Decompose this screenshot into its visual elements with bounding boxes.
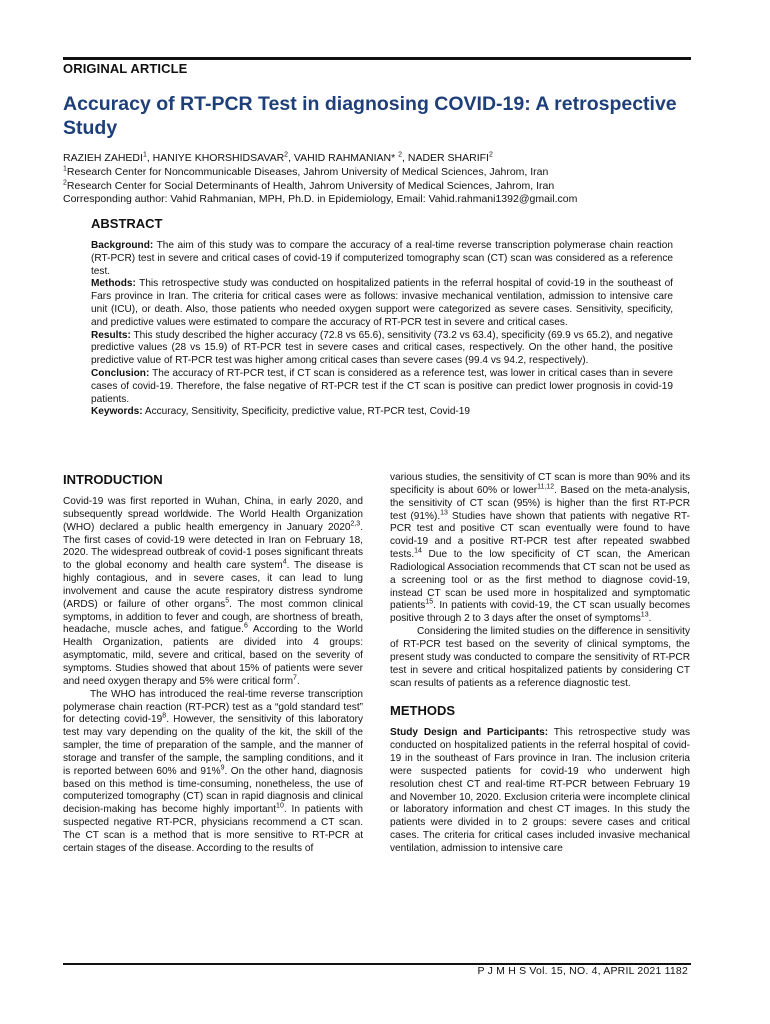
author-affiliation-mark: 2: [284, 151, 289, 159]
body-text: This retrospective study was conducted on hospitalized patients in the referral hospital of covid-19 in the southeast of Fars province in Iran. The inclusion criteria were suspected patients for covid-19 who underwent high resolution chest CT and real-time RT-PCR between February 19 and November 10, 2020. Exclusion criteria were incomplete clinical or laboratory information and chest CT images. In this study the patients were divided in to 2 groups: severe cases and critical cases. The criteria for critical cases included invasive mechanical ventilation, admission to intensive care: [390, 727, 690, 854]
abstract-text: The accuracy of RT-PCR test, if CT scan is considered as a reference test, was lower in critical cases than in severe cases of covid-19. Therefore, the false negative of RT-PCR test if the CT scan is positive can predict lower prognosis in covid-19 patients.: [91, 367, 673, 405]
affiliation-number: 2: [63, 179, 67, 187]
right-column: [390, 472, 690, 856]
body-text: various studies, the sensitivity of CT scan is more than 90% and its specificity is about 60% or lower: [390, 472, 690, 496]
citation: 7: [293, 674, 297, 682]
body-text: . Based on the meta-analysis, the sensitivity of CT scan (95%) is higher than the first RT-PCR test (91%).: [390, 484, 690, 522]
citation: 8: [162, 712, 167, 720]
methods-heading: METHODS: [390, 703, 455, 719]
journal-footer: P J M H S Vol. 15, NO. 4, APRIL 2021 1182: [477, 965, 688, 977]
abstract-conclusion: [91, 368, 673, 406]
affiliation-1: [63, 165, 703, 179]
abstract-methods: [91, 278, 673, 329]
abstract-label: Background:: [91, 240, 154, 251]
affiliation-number: 1: [63, 165, 67, 173]
abstract-text: This study described the higher accuracy (72.8 vs 65.6), sensitivity (73.2 vs 63.4), specificity (69.9 vs 65.2), and negative predictive values (28 vs 15.9) of RT-PCR test in severe cases and critical cases, respectively. On the other hand, the positive predictive value of RT-PCR test was higher among critical cases than severe cases (99.4 vs 94.2, respectively).: [91, 329, 673, 367]
abstract-label: Conclusion:: [91, 367, 150, 379]
body-text: The WHO has introduced the real-time reverse transcription polymerase chain reaction (RT-PCR) test as a “gold standard test” for detecting covid-19: [63, 688, 363, 726]
abstract-label: Results:: [91, 329, 131, 341]
body-text: . The disease is highly contagious, and in severe cases, it can lead to lung involvement and cause the acute respiratory distress syndrome (ARDS) or failure of other organs: [63, 560, 363, 610]
body-text: .: [648, 613, 652, 625]
body-text: . The first cases of covid-19 were detected in Iran on February 18, 2020. The widespread outbreak of covid-1 poses significant threats to the global economy and health care system: [63, 521, 363, 572]
subsection-label: Study Design and Participants:: [390, 727, 549, 739]
abstract-background: [91, 240, 673, 278]
abstract-keywords: [91, 406, 673, 419]
abstract-label: Keywords:: [91, 406, 143, 418]
author-name: RAZIEH ZAHEDI: [63, 152, 143, 164]
citation: 14: [414, 547, 422, 555]
citation: 9: [220, 764, 225, 772]
author-list: [63, 151, 703, 165]
citation: 10: [276, 802, 284, 810]
body-text: Due to the low specificity of CT scan, the American Radiological Association recommends that CT scan not be used as a screening tool or as the first method to diagnose covid-19, instead CT scan be used more in hospitalized and symptomatic patients: [390, 549, 690, 612]
body-text: . However, the sensitivity of this laboratory test may vary depending on the quality of the kit, the skill of the sampler, the time of preparation of the sample, and the manner of storage and transfer of the sample, the sampling conditions, and it is reported between 60% and 91%: [63, 714, 363, 777]
body-text: According to the World Health Organization, patients are divided into 4 groups: asymptomatic, mild, severe and critical, based on the severity of symptoms. Studies showed that about 15% of patients were sever and need oxygen therapy and 5% were critical form: [63, 624, 364, 687]
citation: 11,12: [537, 483, 555, 491]
author-affiliation-mark: 1: [142, 151, 147, 159]
intro-paragraph-2: [63, 689, 363, 856]
body-text: Covid-19 was first reported in Wuhan, China, in early 2020, and subsequently spread worldwide. The World Health Organization (WHO) declared a public health emergency in January 2020: [63, 496, 363, 533]
citation: 13: [640, 611, 649, 619]
abstract-heading: ABSTRACT: [91, 216, 163, 231]
intro-paragraph-4: Considering the limited studies on the difference in sensitivity of RT-PCR test based on the severity of clinical symptoms, the present study was conducted to compare the sensitivity of RT-PCR test in severe and critical hospitalized patients by considering CT scan results of patients as a reference diagnostic test.: [390, 626, 690, 689]
citation: 6: [243, 623, 248, 631]
introduction-heading: INTRODUCTION: [63, 472, 163, 487]
affiliation-2: [63, 179, 703, 193]
abstract-text: Accuracy, Sensitivity, Specificity, predictive value, RT-PCR test, Covid-19: [142, 406, 471, 418]
citation: 2,3: [350, 520, 361, 528]
abstract-text: This retrospective study was conducted on hospitalized patients in the referral hospital of covid-19 in the southeast of Fars province in Iran. The criteria for critical cases were as follows: invasive mechanical ventilation, admission to intensive care unit (ICU), or death. Also, those patients who needed oxygen support were categorized as severe cases. Sensitivity, specificity, and predictive values were estimated to compare the accuracy of RT-PCR test in severe and critical cases.: [91, 278, 673, 328]
abstract-label: Methods:: [91, 278, 136, 290]
abstract-results: [91, 330, 673, 368]
citation: 4: [282, 558, 287, 566]
body-text: . In patients with suspected negative RT-PCR, physicians recommend a CT scan. The CT scan is a method that is more sensitive to RT-PCR at certain stages of the disease. According to the results of: [63, 804, 363, 854]
author-affiliation-mark: 2: [488, 151, 493, 159]
abstract-body: [91, 240, 673, 419]
affiliation-text: Research Center for Social Determinants of Health, Jahrom University of Medical Sciences, Jahrom, Iran: [66, 180, 555, 192]
intro-paragraph-3: [390, 472, 690, 626]
corresponding-author: Corresponding author: Vahid Rahmanian, MPH, Ph.D. in Epidemiology, Email: Vahid.rahmani1392@gmail.com: [63, 193, 578, 205]
left-column: [63, 472, 363, 856]
section-label: ORIGINAL ARTICLE: [63, 61, 188, 76]
author-name: , HANIYE KHORSHIDSAVAR: [146, 152, 285, 164]
citation: 15: [425, 599, 434, 607]
citation: 5: [225, 597, 230, 605]
author-name: , VAHID RAHMANIAN*: [288, 152, 399, 164]
body-text: . In patients with covid-19, the CT scan usually becomes positive through 2 to 3 days after the onset of symptoms: [390, 600, 690, 625]
affiliation-text: Research Center for Noncommunicable Diseases, Jahrom University of Medical Sciences, Jahrom, Iran: [66, 166, 549, 178]
author-name: , NADER SHARIFI: [402, 152, 489, 164]
abstract-text: The aim of this study was to compare the accuracy of a real-time reverse transcription polymerase chain reaction (RT-PCR) test in severe and critical cases of covid-19 if computerized tomography scan (CT) scan was considered as a reference test.: [91, 240, 673, 277]
body-text: .: [296, 675, 300, 687]
body-text: . On the other hand, diagnosis based on this method is time-consuming, nonetheless, the use of computerized tomography (CT) scan in rapid diagnosis and clinical decision-making has become highly important: [63, 765, 363, 816]
methods-paragraph-1: [390, 727, 690, 855]
citation: 13: [440, 509, 448, 517]
article-title: Accuracy of RT-PCR Test in diagnosing COVID-19: A retrospective Study: [63, 93, 677, 139]
intro-paragraph-1: [63, 496, 363, 689]
body-text: . The most common clinical symptoms, in addition to fever and cough, are shortness of breath, headache, muscle aches, and fatigue.: [63, 598, 363, 636]
top-rule: [63, 57, 691, 60]
body-text: Studies have shown that patients with negative RT-PCR test and positive CT scan eventually were found to have covid-19 and a positive RT-PCR test after repeated swabbed tests.: [390, 510, 690, 561]
author-affiliation-mark: 2: [398, 151, 403, 159]
